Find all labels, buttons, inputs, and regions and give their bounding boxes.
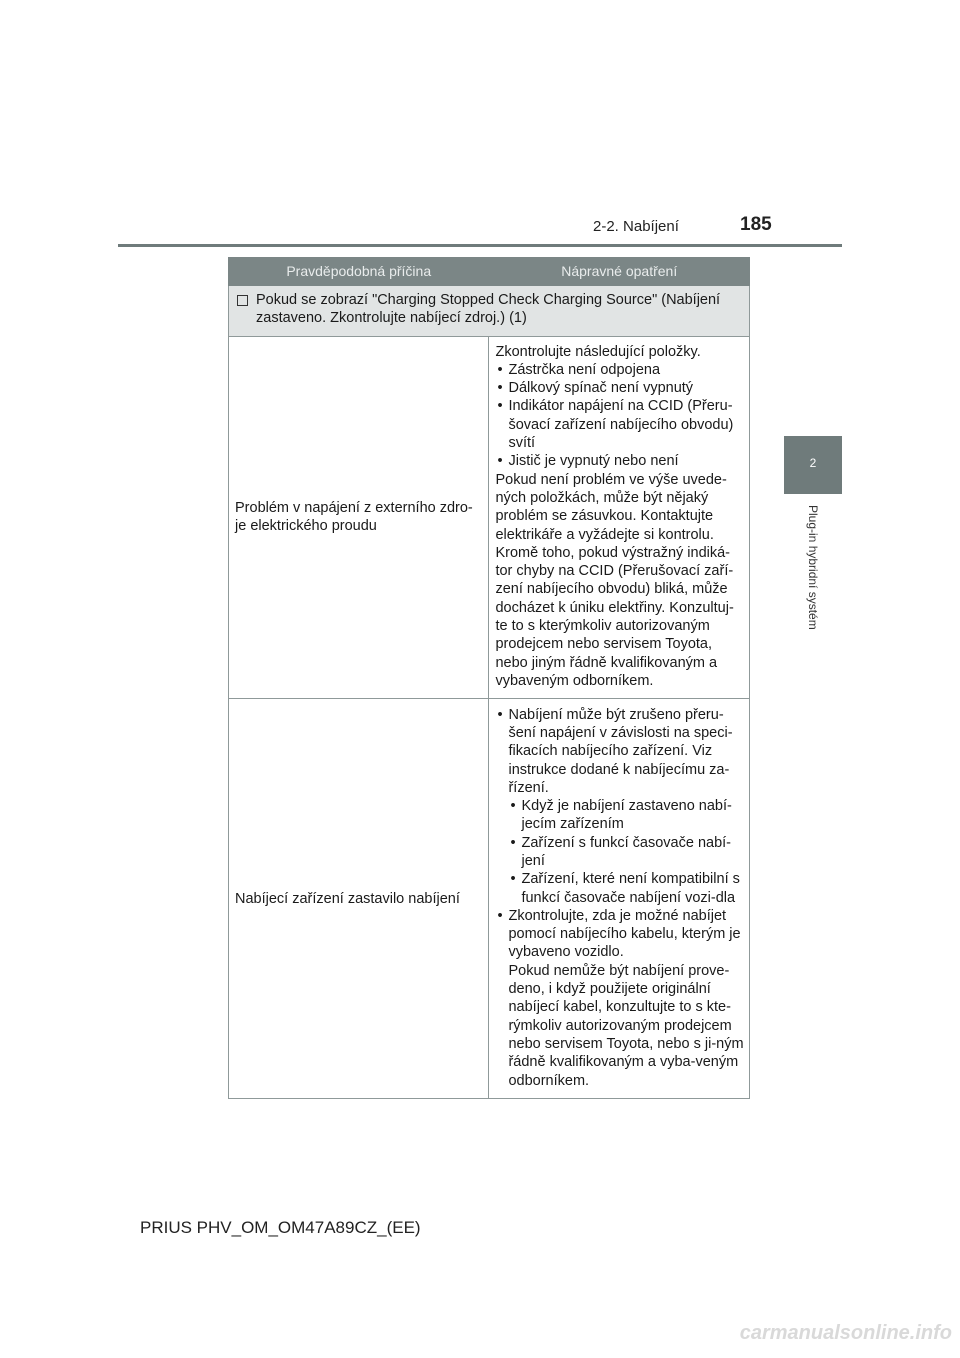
list-item: • Jistič je vypnutý nebo není <box>495 452 745 470</box>
section-heading-line2: zastaveno. Zkontrolujte nabíjecí zdroj.) (1) <box>256 310 527 327</box>
cause-cell: Problém v napájení z externího zdro-je elektrického proudu <box>229 336 489 699</box>
section-heading-line1: Pokud se zobrazí "Charging Stopped Check Charging Source" (Nabíjení <box>256 292 721 308</box>
table-row <box>229 336 750 699</box>
remedy-cell <box>489 336 750 699</box>
list-item: • Zástrčka není odpojena <box>495 361 745 379</box>
chapter-label <box>785 505 841 655</box>
table-row <box>229 699 750 1099</box>
list-item-note: Pokud nemůže být nabíjení prove-deno, i když použijete originální nabíjecí kabel, konzultujte to s kte-rýmkoliv autorizovaným prodejcem nebo servisem Toyota, nebo s ji-ným řádně kvalifikovaným a vyba-veným odborníkem. <box>508 962 744 1089</box>
chapter-number: 2 <box>809 456 817 470</box>
cause-cell: Nabíjecí zařízení zastavilo nabíjení <box>229 699 489 1099</box>
chapter-tab <box>784 436 842 494</box>
remedy-sublist <box>508 797 745 907</box>
sub-list-item: • Zařízení, které není kompatibilní s funkcí časovače nabíjení vozi-dla <box>508 870 745 907</box>
table-section-row <box>229 286 750 337</box>
list-item-text: Nabíjení může být zrušeno přeru-šení napájení v závislosti na speci-fikacích nabíjecího zařízení. Viz instrukce dodané k nabíjecímu za-řízení. <box>508 706 733 796</box>
section-title: 2-2. Nabíjení <box>593 218 679 235</box>
remedy-list <box>495 706 745 1090</box>
remedy-intro: Zkontrolujte následující položky. <box>495 343 701 360</box>
page-number: 185 <box>740 214 772 235</box>
document-code: PRIUS PHV_OM_OM47A89CZ_(EE) <box>140 1218 421 1237</box>
section-heading <box>229 286 750 337</box>
remedy-paragraph: Kromě toho, pokud výstražný indiká-tor chyby na CCID (Přerušovací zaří-zení nabíjecího obvodu) bliká, může docházet k úniku elektřiny. Konzultuj-te to s kterýmkoliv autorizovaným prodejcem nebo servisem Toyota, nebo jiným řádně kvalifikovaným a vybaveným odborníkem. <box>495 544 734 689</box>
list-item <box>495 706 745 907</box>
list-item: • Dálkový spínač není vypnutý <box>495 379 745 397</box>
list-item: • Indikátor napájení na CCID (Přeru-šovací zařízení nabíjecího obvodu) svítí <box>495 397 745 452</box>
header-divider <box>118 244 842 247</box>
column-header-remedy: Nápravné opatření <box>489 258 750 286</box>
sub-list-item: • Zařízení s funkcí časovače nabí-jení <box>508 834 745 871</box>
remedy-checklist <box>495 361 745 471</box>
column-header-cause: Pravděpodobná příčina <box>229 258 489 286</box>
troubleshooting-table <box>228 257 750 1099</box>
remedy-paragraph: Pokud není problém ve výše uvede-ných položkách, může být nějaký problém se zásuvkou. Kontaktujte elektrikáře a vyžádejte si kontrolu. <box>495 471 727 543</box>
chapter-label-text: Plug-in hybridní systém <box>806 505 820 630</box>
list-item-text: • Zkontrolujte, zda je možné nabíjet pomocí nabíjecího kabelu, kterým je vybaveno vozidlo. <box>508 907 741 961</box>
remedy-cell <box>489 699 750 1099</box>
watermark: carmanualsonline.info <box>739 1322 952 1344</box>
table-header-row <box>229 258 750 286</box>
list-item <box>495 907 745 1090</box>
checkbox-icon <box>237 295 248 306</box>
sub-list-item: • Když je nabíjení zastaveno nabí-jecím zařízením <box>508 797 745 834</box>
